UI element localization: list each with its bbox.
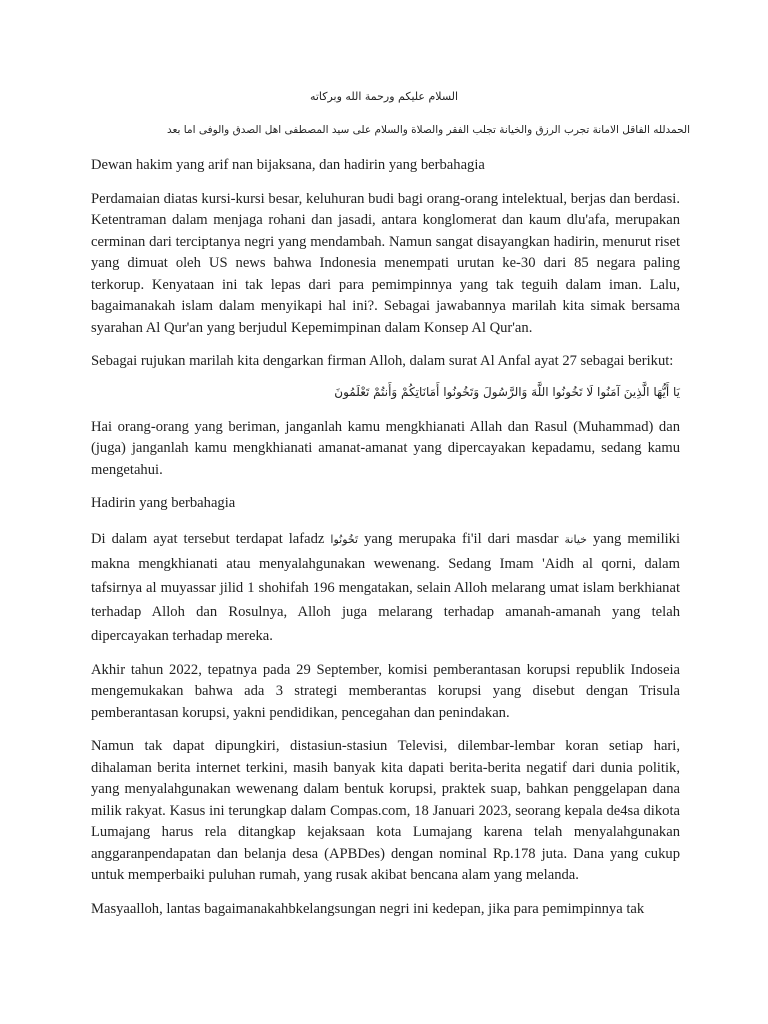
paragraph-tafsir (91, 527, 680, 648)
paragraph-tafsir-part2: yang merupaka fi'il dari masdar (364, 530, 559, 547)
quran-verse: يَا أَيُّهَا الَّذِينَ آمَنُوا لَا تَخُونُوا اللَّهَ وَالرَّسُولَ وَتَخُونُوا أَمَانَاتِكُمْ وَأَنتُمْ تَعْلَمُونَ (334, 384, 680, 399)
paragraph-closing: Masyaalloh, lantas bagaimanakahbkelangsungan negri ini kedepan, jika para pemimpinnya tak (91, 900, 645, 917)
paragraph-kpk: Akhir tahun 2022, tepatnya pada 29 September, komisi pemberantasan korupsi republik Indoseia mengemukakan bahwa ada 3 strategi memberantas korupsi yang disebut dengan Trisula pemberantasan korupsi, yakni pendidikan, pencegahan dan penindakan. (91, 661, 680, 721)
paragraph-tafsir-part1: Di dalam ayat tersebut terdapat lafadz (91, 530, 325, 547)
hadirin-heading: Hadirin yang berbahagia (91, 495, 236, 511)
paragraph-tafsir-part3: yang memiliki makna mengkhianati atau menyalahgunakan wewenang. Sedang Imam 'Aidh al qorni, dalam tafsirnya al muyassar jilid 1 shohifah 196 mengatakan, selain Alloh melarang umat islam berkhianat terhadap Alloh dan Rosulnya, Alloh juga melarang terhadap amanah-amanah yang telah dipercayakan terhadap mereka. (91, 530, 681, 644)
paragraph-news: Namun tak dapat dipungkiri, distasiun-stasiun Televisi, dilembar-lembar koran setiap hari, dihalaman berita internet terkini, masih banyak kita dapati berita-berita negatif dari dunia politik, yang menyalahgunakan wewenang dalam bentuk korupsi, praktek suap, bahkan penggelapan dana milik rakyat. Kasus ini terungkap dalam Compas.com, 18 Januari 2023, seorang kepala de4sa dikota Lumajang harus rela ditangkap kejaksaan kota Lumajang karena telah menyalahgunakan anggaranpendapatan dan belanja desa (APBDes) dengan nominal Rp.178 juta. Dana yang cukup untuk memperbaiki puluhan rumah, yang rusak akibat bencana alam yang melanda. (91, 738, 680, 883)
arabic-word-lafadz: تَخُونُوا (330, 532, 359, 546)
arabic-opening: الحمدلله الفاقل الامانة تجرب الرزق والخيانة تجلب الفقر والصلاة والسلام على سيد المصطفى اهل الصدق والوفى اما بعد (166, 124, 690, 136)
arabic-greeting: السلام عليكم ورحمة الله وبركاته (309, 90, 459, 103)
paragraph-intro: Perdamaian diatas kursi-kursi besar, keluhuran budi bagi orang-orang intelektual, berjas dan berdasi. Ketentraman dalam menjaga rohani dan jasadi, antara konglomerat dan kaum dlu'afa, merupakan cerminan dari terciptanya negri yang mendambah. Namun sangat disayangkan hadirin, menurut riset yang dimuat oleh US news bahwa Indonesia menempati urutan ke-30 dari 85 negara paling terkorup. Kenyataan ini tak lepas dari para pemimpinnya yang tak teguih dalam iman. Lalu, bagaimanakah islam dalam menyikapi hal ini?. Sebagai jawabannya marilah kita simak bersama syarahan Al Qur'an yang berjudul Kepemimpinan dalam Konsep Al Qur'an. (91, 190, 680, 336)
verse-translation: Hai orang-orang yang beriman, janganlah kamu mengkhianati Allah dan Rasul (Muhammad) dan (juga) janganlah kamu mengkhianati amanat-amanat yang dipercayakan kepadamu, sedang kamu mengetahui. (91, 418, 680, 478)
paragraph-reference: Sebagai rujukan marilah kita dengarkan firman Alloh, dalam surat Al Anfal ayat 27 sebagai berikut: (91, 353, 674, 369)
salutation: Dewan hakim yang arif nan bijaksana, dan hadirin yang berbahagia (91, 157, 485, 173)
arabic-word-masdar: خيانة (564, 532, 587, 546)
document-body (91, 155, 680, 932)
